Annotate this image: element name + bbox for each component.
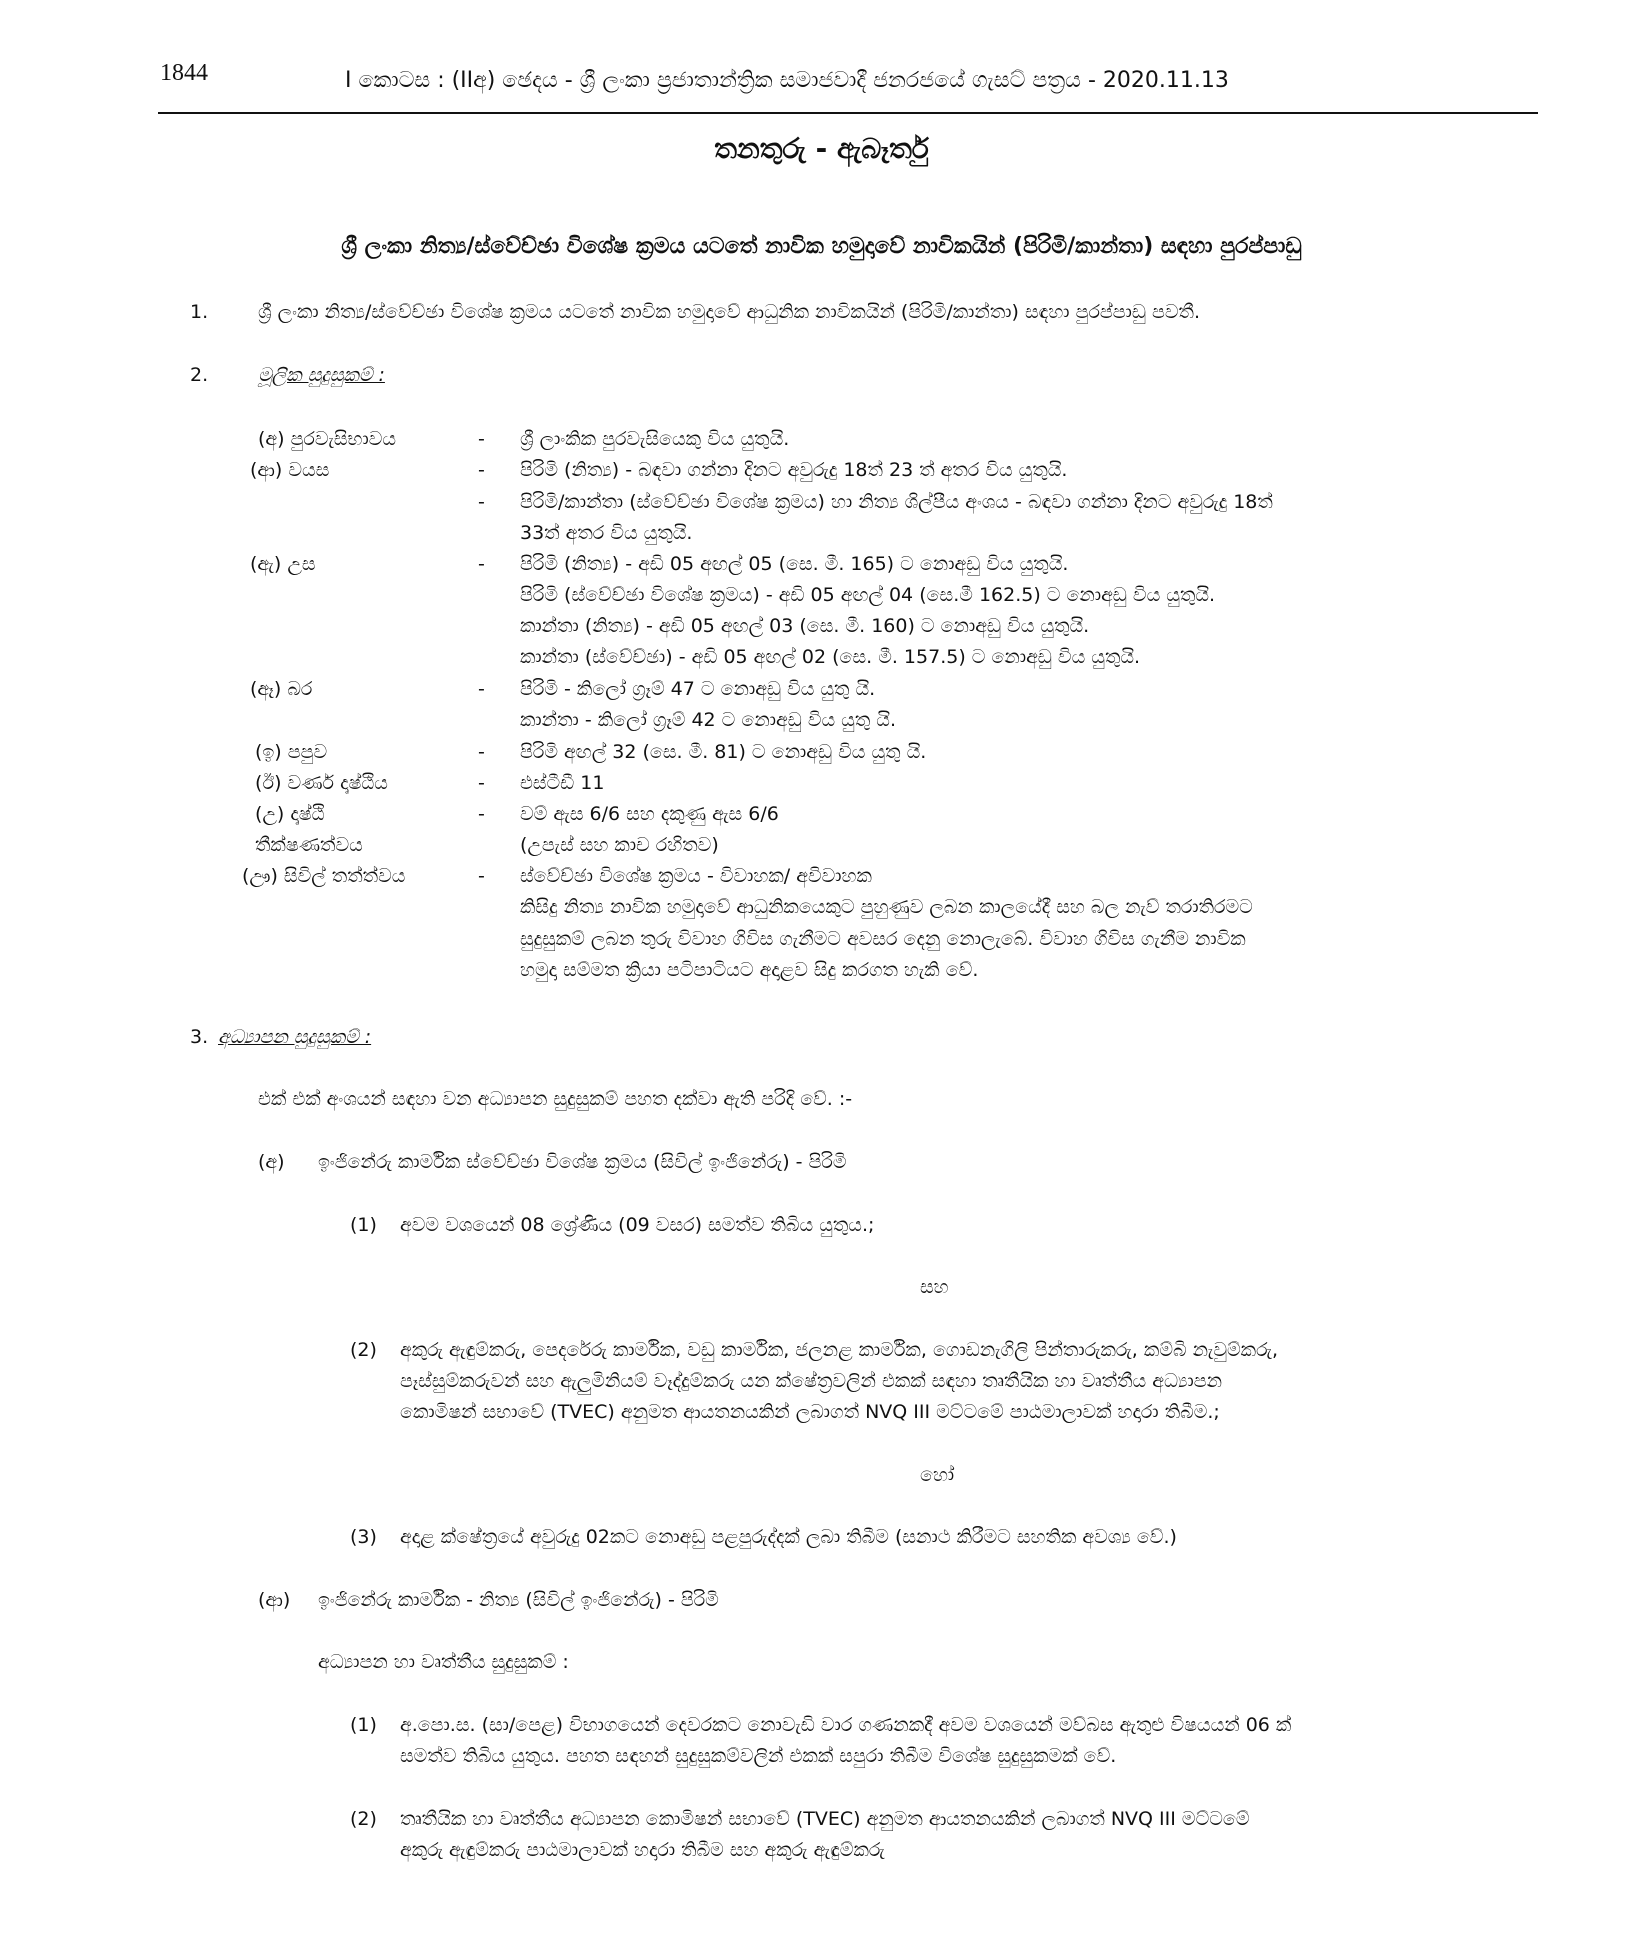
item3a-p2-line: පෑස්සුම්කරුවන් සහ ඇලුමිනියම් වෑද්දුම්කරු යන ක්ෂේත්‍රවලින් එකක් සඳහා තෘතීයික හා වෘත්තීය අධ්‍යාපන: [400, 1370, 1223, 1392]
basic-value-line: පිරිමි (ස්වේච්ඡා විශේෂ ක්‍රමය) - අඩි 05 අඟල් 04 (සෙ.මී 162.5) ට නොඅඩු විය යුතුයි.: [520, 584, 1216, 606]
item3b-subheading: අධ්‍යාපන හා වෘත්තීය සුදුසුකම් :: [318, 1651, 569, 1673]
basic-label-colour-vision: (ඊ) වර්ණ දෘෂ්ඨිය: [255, 772, 388, 794]
conjunction-or: හෝ: [920, 1464, 955, 1486]
item3a-p1-number: (1): [350, 1214, 377, 1236]
basic-label-civil-status: (ඌ) සිවිල් තත්ත්වය: [242, 865, 406, 887]
item3a-title: ඉංජිනේරු කාර්මික ස්වේච්ඡා විශේෂ ක්‍රමය (සිවිල් ඉංජිනේරු) - පිරිමි: [318, 1151, 847, 1173]
basic-value-line: (උපැස් සහ කාච රහිතව): [520, 834, 719, 856]
item1-number: 1.: [190, 301, 209, 323]
basic-dash: -: [478, 803, 485, 825]
basic-value-line: ශ්‍රී ලාංකික පුරවැසියෙකු විය යුතුයි.: [520, 428, 790, 450]
basic-label-citizenship: (අ) පුරවැසිභාවය: [258, 428, 397, 450]
basic-dash: -: [478, 459, 485, 481]
basic-label-acuity-cont: තීක්ෂණත්වය: [255, 834, 363, 856]
item3a-p1-text: අවම වශයෙන් 08 ශ්‍රේණිය (09 වසර) සමත්ව තිබිය යුතුය.;: [400, 1214, 875, 1236]
item2-heading: මූලික සුදුසුකම් :: [258, 364, 385, 386]
basic-value-line: හමුදා සම්මත ක්‍රියා පටිපාටියට අදාළව සිදු කරගත හැකි වේ.: [520, 959, 979, 981]
basic-label-chest: (ඉ) පපුව: [255, 741, 328, 763]
basic-value-line: කාන්තා (නිත්‍ය) - අඩි 05 අඟල් 03 (සෙ. මී. 160) ට නොඅඩු විය යුතුයි.: [520, 615, 1090, 637]
basic-dash: -: [478, 741, 485, 763]
item3a-p2-line: අකුරු ඇඳුම්කරු, පෙදරේරු කාර්මික, වඩු කාර්මික, ජලනළ කාර්මික, ගොඩනැගිලි පින්තාරුකරු, කම්බි නැවුම්කරු,: [400, 1339, 1279, 1361]
basic-value-line: පිරිමි (නිත්‍ය) - බඳවා ගන්නා දිනට අවුරුදු 18ත් 23 ත් අතර විය යුතුයි.: [520, 459, 1068, 481]
item3b-p1-number: (1): [350, 1714, 377, 1736]
basic-value-line: කිසිදු නිත්‍ය නාවික හමුදාවේ ආධුනිකයෙකුට පුහුණුව ලබන කාලයේදී සහ බල නැව් තරාතිරමට: [520, 896, 1253, 918]
basic-value-line: 33ත් අතර විය යුතුයි.: [520, 522, 693, 544]
basic-dash: -: [478, 553, 485, 575]
basic-label-weight: (ඈ) බර: [250, 678, 313, 700]
item3-intro: එක් එක් අංශයන් සඳහා වන අධ්‍යාපන සුදුසුකම් පහත දක්වා ඇති පරිදි වේ. :-: [258, 1088, 853, 1110]
item3a-label: (අ): [258, 1151, 285, 1173]
item3b-title: ඉංජිනේරු කාර්මික - නිත්‍ය (සිවිල් ඉංජිනේරු) - පිරිමි: [318, 1589, 719, 1611]
basic-value-line: සුදුසුකම් ලබන තුරු විවාහ ගිවිස ගැනීමට අවසර දෙනු නොලැබේ. විවාහ ගිවිස ගැනීම නාවික: [520, 928, 1246, 950]
item3b-p2-line: අකුරු ඇඳුම්කරු පාඨමාලාවක් හදාරා තිබීම සහ අකුරු ඇඳුම්කරු: [400, 1839, 885, 1861]
item3a-p3-number: (3): [350, 1526, 377, 1548]
basic-dash: -: [478, 491, 485, 513]
item3b-label: (ආ): [258, 1589, 291, 1611]
basic-dash: -: [478, 865, 485, 887]
basic-value-line: එස්ටීඩී 11: [520, 772, 605, 794]
header-rule: [158, 112, 1538, 114]
basic-value-line: කාන්තා - කිලෝ ග්‍රෑම් 42 ට නොඅඩු විය යුතු යි.: [520, 709, 897, 731]
conjunction-and: සහ: [920, 1276, 949, 1298]
basic-dash: -: [478, 678, 485, 700]
item1-text: ශ්‍රී ලංකා නිත්‍ය/ස්වේච්ඡා විශේෂ ක්‍රමය යටතේ නාවික හමුදාවේ ආධුනික නාවිකයින් (පිරිමි/කාන්තා) සඳහා පුරප්පාඩු පවතී.: [258, 301, 1201, 323]
basic-label-height: (ඇ) උස: [250, 553, 316, 575]
item3b-p1-line: අ.පො.ස. (සා/පෙළ) විභාගයෙන් දෙවරකට නොවැඩි වාර ගණනකදී අවම වශයෙන් මව්බස ඇතුළු විෂයයන් 06 ක්: [400, 1714, 1292, 1736]
item3a-p3-text: අදාළ ක්ෂේත්‍රයේ අවුරුදු 02කට නොඅඩු පළපුරුද්දක් ලබා තිබීම (සනාථ කිරීමට සහතික අවශ්‍ය වේ.): [400, 1526, 1177, 1548]
basic-value-line: පිරිමි - කිලෝ ග්‍රෑම් 47 ට නොඅඩු විය යුතු යි.: [520, 678, 876, 700]
item3-number: 3.: [190, 1026, 209, 1048]
running-header: I කොටස : (IIඅ) ඡෙදය - ශ්‍රී ලංකා ප්‍රජාතාන්ත්‍රික සමාජවාදී ජනරජයේ ගැසට් පත්‍රය - 2020.11.13: [345, 68, 1229, 93]
basic-dash: -: [478, 428, 485, 450]
section-title: තනතුරු - ඇබෑර්තු: [714, 132, 929, 165]
item2-number: 2.: [190, 364, 209, 386]
basic-label-visual-acuity: (උ) දෘෂ්ඨි: [255, 803, 325, 825]
basic-label-age: (ආ) වයස: [250, 459, 330, 481]
basic-value-line: ස්වේච්ඡා විශේෂ ක්‍රමය - විවාහක/ අවිවාහක: [520, 865, 872, 887]
item3b-p1-line: සමත්ව තිබිය යුතුය. පහත සඳහන් සුදුසුකම්වලින් එකක් සපුරා තිබීම විශේෂ සුදුසුකමක් වේ.: [400, 1745, 1117, 1767]
item3-heading: අධ්‍යාපන සුදුසුකම් :: [218, 1026, 372, 1048]
basic-dash: -: [478, 772, 485, 794]
item3b-p2-number: (2): [350, 1808, 377, 1830]
basic-value-line: පිරිමි අඟල් 32 (සෙ. මී. 81) ට නොඅඩු විය යුතු යි.: [520, 741, 927, 763]
item3a-p2-number: (2): [350, 1339, 377, 1361]
basic-value-line: කාන්තා (ස්වේච්ඡා) - අඩි 05 අඟල් 02 (සෙ. මී. 157.5) ට නොඅඩු විය යුතුයි.: [520, 646, 1141, 668]
basic-value-line: වම් ඇස 6/6 සහ දකුණු ඇස 6/6: [520, 803, 779, 825]
basic-value-line: පිරිමි (නිත්‍ය) - අඩි 05 අඟල් 05 (සෙ. මී. 165) ට නොඅඩු විය යුතුයි.: [520, 553, 1069, 575]
item3b-p2-line: තෘතීයික හා වෘත්තීය අධ්‍යාපන කොමිෂන් සභාවේ (TVEC) අනුමත ආයතනයකින් ලබාගත් NVQ III මට්ටමේ: [400, 1808, 1250, 1830]
item3a-p2-line: කොමිෂන් සභාවේ (TVEC) අනුමත ආයතනයකින් ලබාගත් NVQ III මට්ටමේ පාඨමාලාවක් හදාරා තිබීම.;: [400, 1401, 1220, 1423]
page-number: 1844: [160, 60, 208, 86]
basic-value-line: පිරිමි/කාන්තා (ස්වේච්ඡා විශේෂ ක්‍රමය) හා නිත්‍ය ශිල්පීය අංශය - බඳවා ගන්නා දිනට අවුරුදු 18ත්: [520, 491, 1273, 513]
document-title: ශ්‍රී ලංකා නිත්‍ය/ස්වේච්ඡා විශේෂ ක්‍රමය යටතේ නාවික හමුදාවේ නාවිකයින් (පිරිමි/කාන්තා) සඳහා පුරප්පාඩු: [341, 234, 1302, 259]
